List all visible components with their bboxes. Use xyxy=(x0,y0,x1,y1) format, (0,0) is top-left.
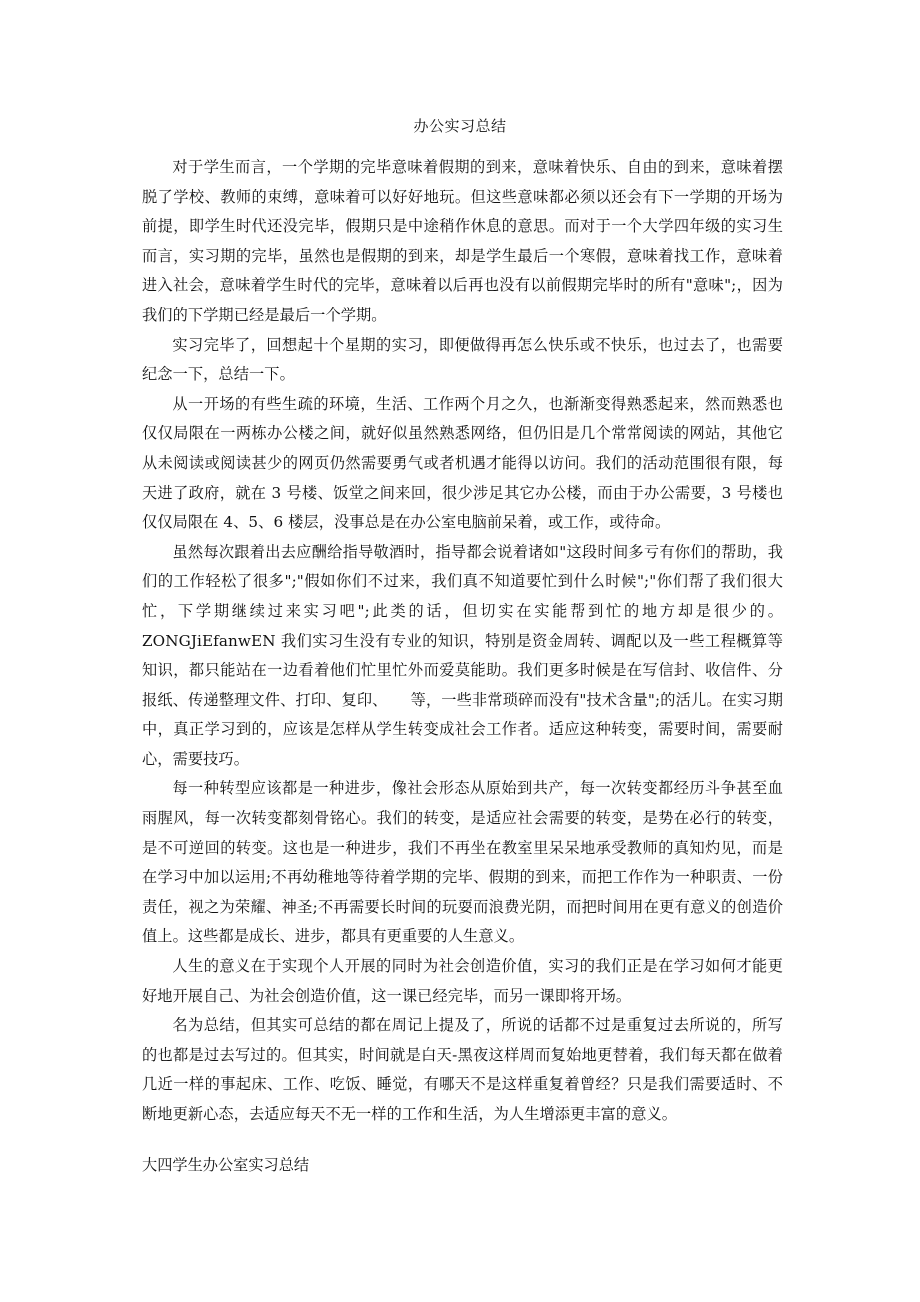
paragraph-1: 对于学生而言，一个学期的完毕意味着假期的到来，意味着快乐、自由的到来，意味着摆脱了学校、教师的束缚，意味着可以好好地玩。但这些意味都必须以还会有下一学期的开场为前提，即学生时代还没完毕，假期只是中途稍作休息的意思。而对于一个大学四年级的实习生而言，实习期的完毕，虽然也是假期的到来，却是学生最后一个寒假，意味着找工作，意味着进入社会，意味着学生时代的完毕，意味着以后再也没有以前假期完毕时的所有"意味";，因为我们的下学期已经是最后一个学期。 xyxy=(142,158,783,324)
paragraph-5: 每一种转型应该都是一种进步，像社会形态从原始到共产，每一次转变都经历斗争甚至血雨腥风，每一次转变都刻骨铭心。我们的转变，是适应社会需要的转变，是势在必行的转变，是不可逆回的转变。这也是一种进步，我们不再坐在教室里呆呆地承受教师的真知灼见，而是在学习中加以运用;不再幼稚地等待着学期的完毕、假期的到来，而把工作作为一种职责、一份责任，视之为荣耀、神圣;不再需要长时间的玩耍而浪费光阴，而把时间用在更有意义的创造价值上。这些都是成长、进步，都具有更重要的人生意义。 xyxy=(142,779,783,946)
document-title: 办公实习总结 xyxy=(413,117,507,135)
document-body xyxy=(142,153,783,1130)
paragraph-7: 名为总结，但其实可总结的都在周记上提及了，所说的话都不过是重复过去所说的，所写的也都是过去写过的。但其实，时间就是白天-黑夜这样周而复始地更替着，我们每天都在做着几近一样的事起床、工作、吃饭、睡觉，有哪天不是这样重复着曾经？只是我们需要适时、不断地更新心态，去适应每天不无一样的工作和生活，为人生增添更丰富的意义。 xyxy=(142,1016,783,1123)
paragraph-3: 从一开场的有些生疏的环境，生活、工作两个月之久，也渐渐变得熟悉起来，然而熟悉也仅仅局限在一两栋办公楼之间，就好似虽然熟悉网络，但仍旧是几个常常阅读的网站，其他它从未阅读或阅读甚少的网页仍然需要勇气或者机遇才能得以访问。我们的活动范围很有限，每天进了政府，就在 3 号楼、饭堂之间来回，很少涉足其它办公楼，而由于办公需要，3 号楼也仅仅局限在 4、5、6 楼层，没事总是在办公室电脑前呆着，或工作，或待命。 xyxy=(142,394,783,532)
paragraph-2: 实习完毕了，回想起十个星期的实习，即便做得再怎么快乐或不快乐，也过去了，也需要纪念一下，总结一下。 xyxy=(142,335,783,384)
paragraph-4: 虽然每次跟着出去应酬给指导敬酒时，指导都会说着诸如"这段时间多亏有你们的帮助，我们的工作轻松了很多";"假如你们不过来，我们真不知道要忙到什么时候";"你们帮了我们很大忙，下学期继续过来实习吧";此类的话，但切实在实能帮到忙的地方却是很少的。ZONGJiEfanwEN 我们实习生没有专业的知识，特别是资金周转、调配以及一些工程概算等知识，都只能站在一边看着他们忙里忙外而爱莫能助。我们更多时候是在写信封、收信件、分报纸、传递整理文件、打印、复印、 等，一些非常琐碎而没有"技术含量";的活儿。在实习期中，真正学习到的，应该是怎样从学生转变成社会工作者。适应这种转变，需要时间，需要耐心，需要技巧。 xyxy=(142,542,783,768)
paragraph-6: 人生的意义在于实现个人开展的同时为社会创造价值，实习的我们正是在学习如何才能更好地开展自己、为社会创造价值，这一课已经完毕，而另一课即将开场。 xyxy=(142,957,783,1005)
next-section-title: 大四学生办公室实习总结 xyxy=(142,1156,310,1174)
